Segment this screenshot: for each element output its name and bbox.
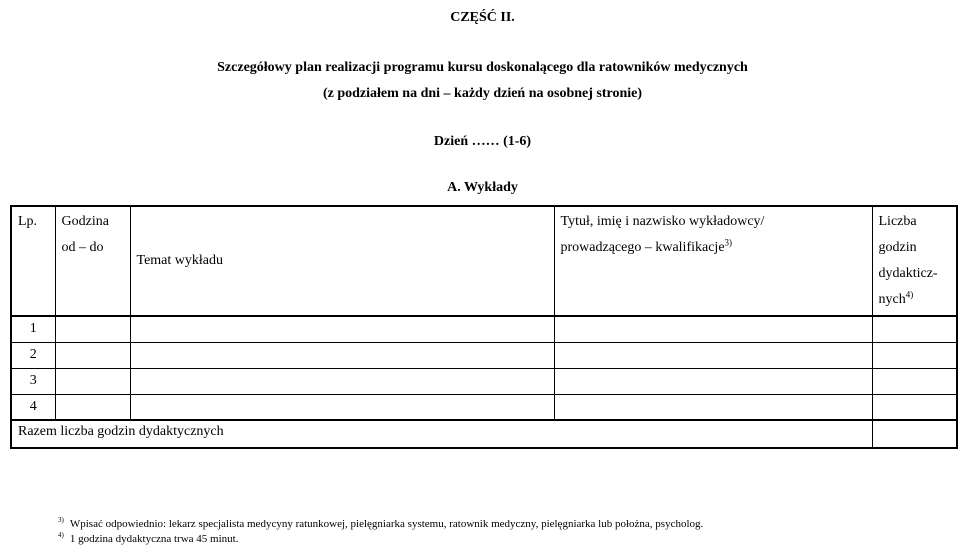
document-subtitle: (z podziałem na dni – każdy dzień na osobnej stronie) [322,86,643,101]
lecturer-cell[interactable] [554,394,872,420]
topic-cell[interactable] [130,342,554,368]
lectures-table [10,205,958,449]
row-number: 3 [11,368,55,394]
total-row [11,420,957,448]
total-label: Razem liczba godzin dydaktycznych [11,420,872,448]
lecturer-cell[interactable] [554,342,872,368]
topic-cell[interactable] [130,316,554,342]
row-number: 4 [11,394,55,420]
time-cell[interactable] [55,316,130,342]
time-cell[interactable] [55,342,130,368]
col-header-time: Godzina od – do [55,206,130,316]
col-header-topic: Temat wykładu [130,206,554,316]
part-heading: CZĘŚĆ II. [450,10,515,25]
lecturer-cell[interactable] [554,316,872,342]
total-hours-cell[interactable] [872,420,957,448]
col-header-hours: Liczba godzin dydakticz- nych$^{4)}$ [872,206,957,316]
time-cell[interactable] [55,368,130,394]
hours-cell[interactable] [872,342,957,368]
footnote-3: $^{3)}$ Wpisać odpowiednio: lekarz specjalista medycyny ratunkowej, pielęgniarka systemu, ratownik medyczny, pielęgniarka lub położna, psycholog. [58,516,704,530]
document-title: Szczegółowy plan realizacji programu kursu doskonalącego dla ratowników medycznych [217,60,748,75]
section-heading: A. Wykłady [447,180,518,195]
hours-cell[interactable] [872,316,957,342]
table-row [11,316,957,342]
day-heading: Dzień …… (1-6) [433,134,532,149]
col-header-lp: Lp. [11,206,55,316]
table-row [11,342,957,368]
hours-cell[interactable] [872,394,957,420]
time-cell[interactable] [55,394,130,420]
row-number: 1 [11,316,55,342]
hours-cell[interactable] [872,368,957,394]
topic-cell[interactable] [130,368,554,394]
table-row [11,394,957,420]
lecturer-cell[interactable] [554,368,872,394]
footnote-ref-4: 4) [905,289,914,300]
col-header-lecturer: Tytuł, imię i nazwisko wykładowcy/ prowadzącego – kwalifikacje$^{3)}$ [554,206,872,316]
row-number: 2 [11,342,55,368]
footnote-4: $^{4)}$ 1 godzina dydaktyczna trwa 45 minut. [58,531,239,545]
topic-cell[interactable] [130,394,554,420]
footnote-ref-3: 3) [724,237,733,248]
table-header-row [11,206,957,316]
table-row [11,368,957,394]
